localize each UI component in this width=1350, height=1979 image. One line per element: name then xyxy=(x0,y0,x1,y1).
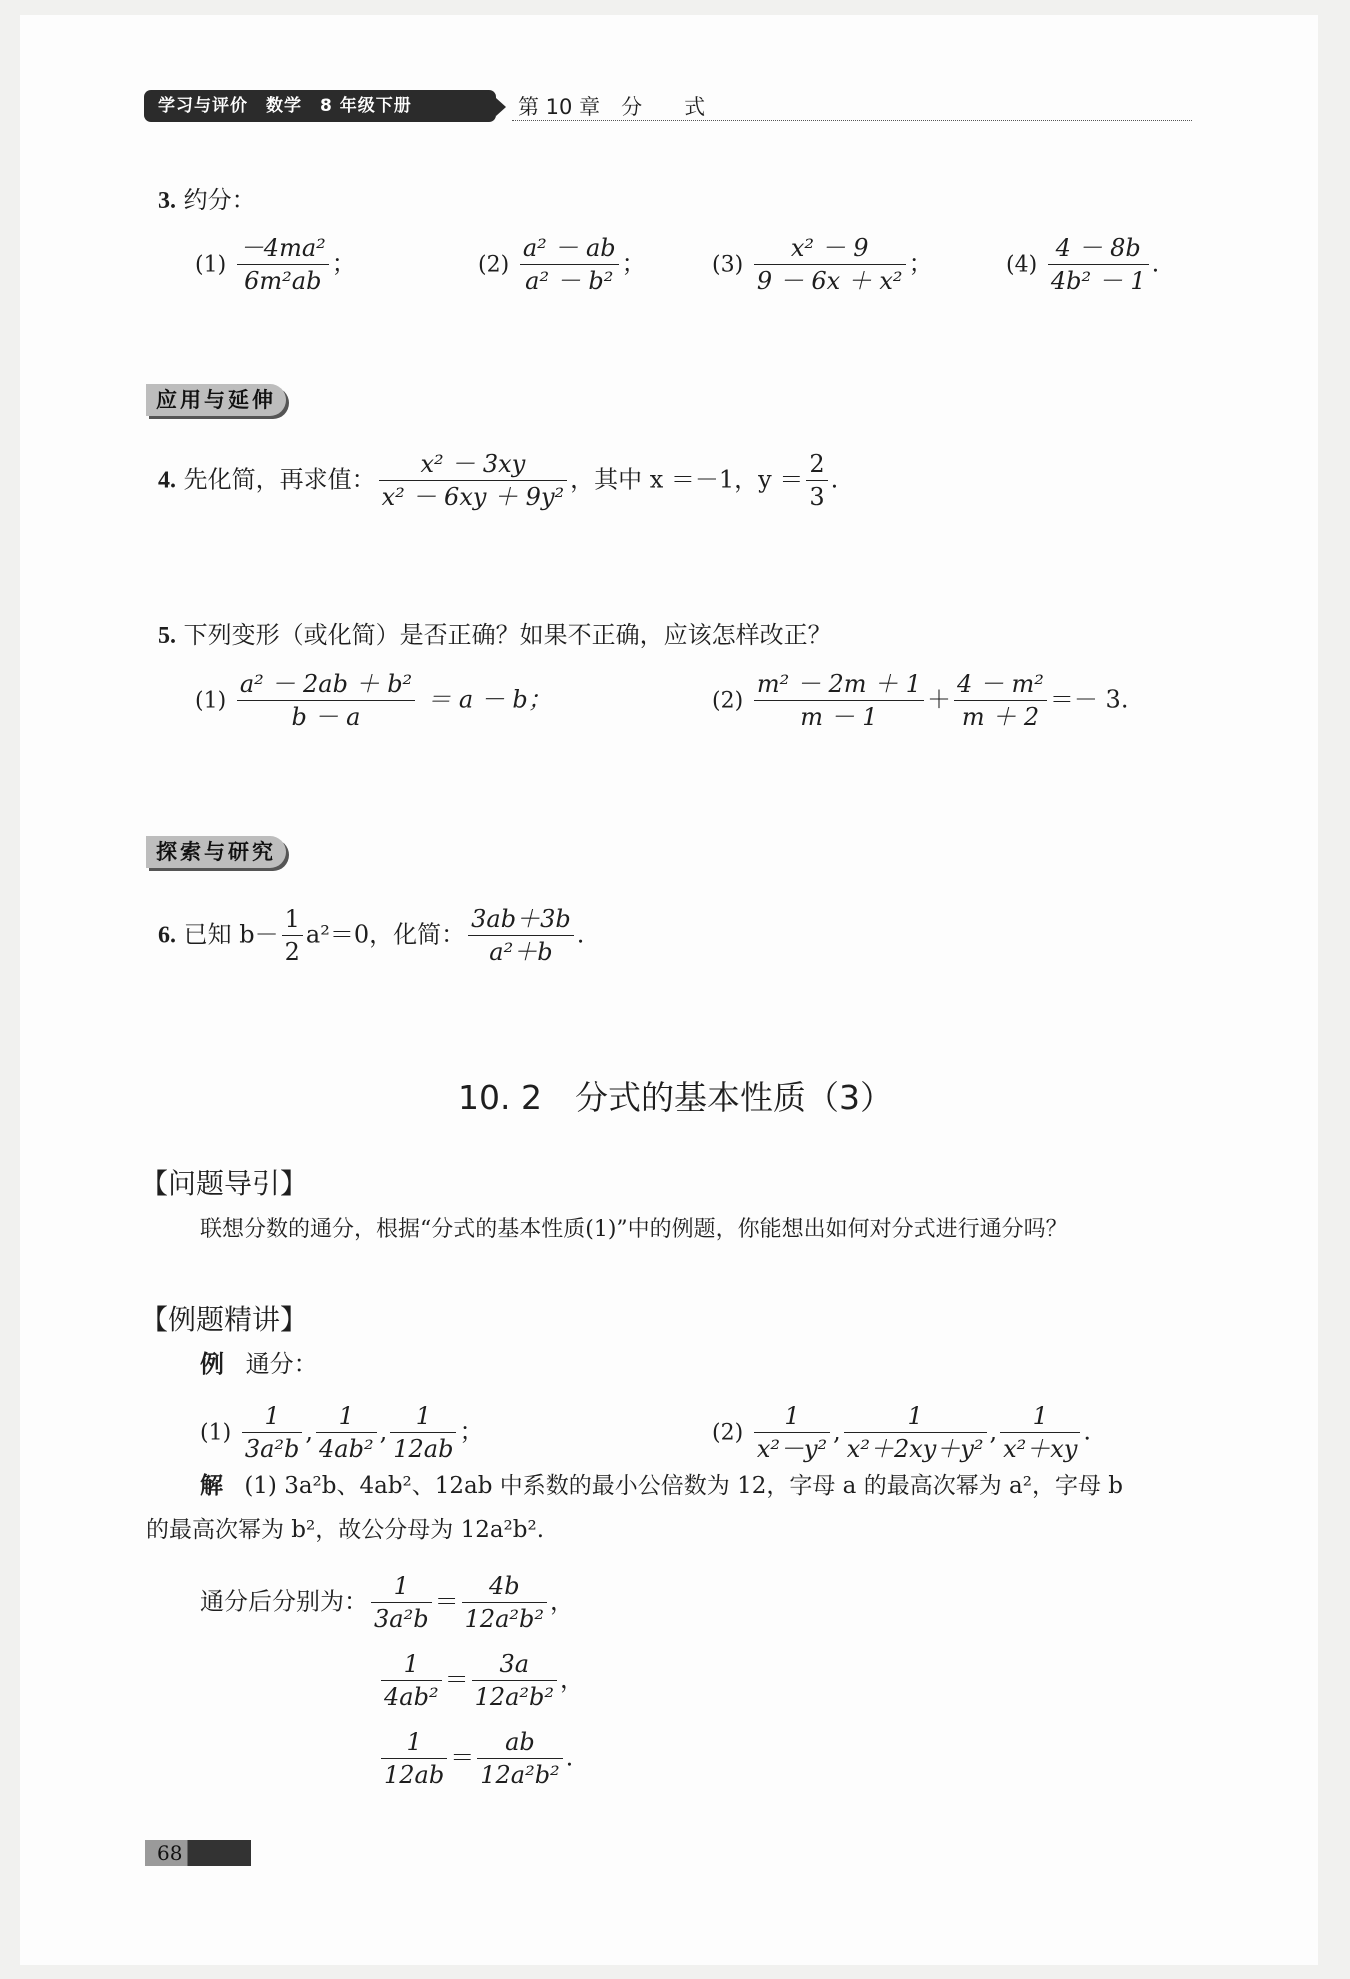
denominator: x²＋xy xyxy=(1000,1432,1080,1465)
denominator: x² － 6xy ＋ 9y² xyxy=(379,480,567,513)
chapter-title: 第 10 章 分 式 xyxy=(518,95,706,119)
denominator: 3a²b xyxy=(371,1602,432,1635)
denominator: x²－y² xyxy=(754,1432,830,1465)
section-badge-exploration: 探索与研究 xyxy=(146,836,286,868)
item-label: (1) xyxy=(195,688,227,714)
punct: ， xyxy=(550,1587,575,1616)
q3-item-1 xyxy=(195,232,356,298)
item-label: (3) xyxy=(712,252,744,278)
solution-row-1: 通分后分别为： $\frac{1}{\text{3a²b}}$ ＝ $\frac{4b}{\text{12a²b²}}$ ， xyxy=(200,1570,574,1636)
fraction xyxy=(844,1400,987,1466)
question-text: 已知 b－ xyxy=(183,920,279,949)
q5-part-1 xyxy=(195,668,552,734)
question-number: 5. xyxy=(158,623,176,649)
numerator: 1 xyxy=(338,1402,354,1430)
fraction xyxy=(954,668,1047,734)
section-badge-application: 应用与延伸 xyxy=(146,384,286,416)
denominator: 12ab xyxy=(381,1758,447,1791)
guide-text: 联想分数的通分，根据“分式的基本性质(1)”中的例题，你能想出如何对分式进行通分吗？ xyxy=(200,1217,1068,1242)
denominator: 2 xyxy=(282,935,303,968)
numerator: x² － 3xy xyxy=(420,450,526,478)
punct: ； xyxy=(621,249,646,278)
numerator: 4b xyxy=(488,1572,520,1600)
numerator: 4 － 8b xyxy=(1055,234,1141,262)
fraction xyxy=(371,1570,432,1636)
fraction xyxy=(472,1648,557,1714)
example-part-1: (1) $\frac{1}{\text{3a²b}}$ , $\frac{1}{\text{4ab²}}$ , $\frac{1}{12ab}$ ； xyxy=(200,1400,483,1466)
fraction xyxy=(316,1400,377,1466)
page-number: 68 xyxy=(145,1840,251,1866)
denominator: a² － b² xyxy=(520,264,619,297)
numerator: 1 xyxy=(907,1402,923,1430)
condition-text: ，其中 x ＝－1，y ＝ xyxy=(570,465,804,494)
numerator: 1 xyxy=(784,1402,800,1430)
punct: . xyxy=(1083,1417,1092,1446)
numerator: 3ab＋3b xyxy=(471,905,571,933)
example-intro xyxy=(200,1344,318,1384)
q3-item-3 xyxy=(712,232,933,298)
solution-lead: 通分后分别为： xyxy=(200,1587,368,1616)
solution-line-2: 的最高次幂为 b²，故公分母为 12a²b². xyxy=(146,1517,545,1543)
page-sheet xyxy=(20,15,1318,1965)
denominator: a²＋b xyxy=(468,935,574,968)
item-label: (1) xyxy=(195,252,227,278)
numerator: 1 xyxy=(393,1572,409,1600)
denominator: 4ab² xyxy=(316,1432,377,1465)
fraction xyxy=(381,1726,447,1792)
denominator: m ＋ 2 xyxy=(954,700,1047,733)
solution-label: 解 xyxy=(200,1472,223,1499)
fraction xyxy=(468,903,574,969)
example-heading: 【例题精讲】 xyxy=(140,1303,309,1336)
numerator: 1 xyxy=(284,905,300,933)
question-5 xyxy=(158,615,832,656)
question-text: 下列变形（或化简）是否正确？如果不正确，应该怎样改正？ xyxy=(183,621,832,649)
punct: ； xyxy=(331,249,356,278)
numerator: m² － 2m ＋ 1 xyxy=(756,670,922,698)
punct: . xyxy=(1151,249,1160,278)
fraction xyxy=(242,1400,303,1466)
guide-heading: 【问题导引】 xyxy=(140,1167,309,1200)
question-number: 4. xyxy=(158,467,176,494)
right-hand-side: ＝－ 3. xyxy=(1049,685,1129,714)
solution-text: (1) 3a²b、4ab²、12ab 中系数的最小公倍数为 12，字母 a 的最高次幂为 a²，字母 b xyxy=(244,1473,1123,1499)
numerator: 1 xyxy=(1032,1402,1048,1430)
fraction xyxy=(390,1400,456,1466)
plus-sign: ＋ xyxy=(927,685,952,714)
right-hand-side: ＝ a － b； xyxy=(427,685,552,714)
punct: . xyxy=(565,1743,574,1772)
numerator: 2 xyxy=(809,450,825,478)
numerator: x² － 9 xyxy=(790,234,869,262)
punct: ； xyxy=(459,1417,484,1446)
punct: ， xyxy=(560,1665,585,1694)
header-arrow xyxy=(496,98,506,116)
denominator: 12a²b² xyxy=(477,1758,562,1791)
question-text: 约分： xyxy=(183,186,256,214)
question-number: 6. xyxy=(158,922,176,949)
item-label: (4) xyxy=(1006,252,1038,278)
header-rule xyxy=(512,120,1192,121)
question-3 xyxy=(158,180,256,221)
item-label: (2) xyxy=(712,1420,744,1446)
numerator: a² － 2ab ＋ b² xyxy=(239,670,413,698)
numerator: ab xyxy=(505,1728,535,1756)
example-label: 例 xyxy=(200,1349,224,1378)
example-task: 通分： xyxy=(245,1350,318,1378)
numerator: 1 xyxy=(264,1402,280,1430)
solution-row-3: $\frac{1}{12ab}$ ＝ $\frac{ab}{\text{12a²b²}}$ . xyxy=(378,1726,573,1792)
fraction xyxy=(754,1400,830,1466)
section-title: 10. 2 分式的基本性质（3） xyxy=(458,1078,893,1117)
denominator: x²＋2xy＋y² xyxy=(844,1432,987,1465)
fraction xyxy=(477,1726,562,1792)
denominator: 3 xyxy=(806,480,827,513)
item-label: (2) xyxy=(712,688,744,714)
solution-line-1 xyxy=(200,1466,1123,1506)
fraction xyxy=(462,1570,547,1636)
punct: . xyxy=(576,920,585,949)
numerator: a² － ab xyxy=(522,234,616,262)
q3-item-2 xyxy=(478,232,646,298)
fraction xyxy=(381,1648,442,1714)
punct: ； xyxy=(908,249,933,278)
question-text: a²＝0，化简： xyxy=(305,920,466,949)
q3-item-4 xyxy=(1006,232,1159,298)
fraction xyxy=(1048,232,1149,298)
denominator: 12a²b² xyxy=(472,1680,557,1713)
fraction xyxy=(806,448,827,514)
denominator: m － 1 xyxy=(754,700,924,733)
denominator: 12a²b² xyxy=(462,1602,547,1635)
book-title-bar: 学习与评价 数学 8 年级下册 xyxy=(144,90,496,122)
item-label: (1) xyxy=(200,1420,232,1446)
example-part-2: (2) $\frac{1}{\text{x²－y²}}$ , $\frac{1}{\text{x²＋2xy＋y²}}$ , $\frac{1}{\text{x²＋xy}}$ . xyxy=(712,1400,1091,1466)
question-text: 先化简，再求值： xyxy=(183,465,376,494)
denominator: 3a²b xyxy=(242,1432,303,1465)
question-number: 3. xyxy=(158,188,176,214)
fraction xyxy=(754,232,906,298)
denominator: 6m²ab xyxy=(237,264,329,297)
fraction xyxy=(237,232,329,298)
fraction xyxy=(379,448,567,514)
fraction xyxy=(237,668,415,734)
denominator: 4b² － 1 xyxy=(1048,264,1149,297)
fraction xyxy=(520,232,619,298)
denominator: 12ab xyxy=(390,1432,456,1465)
q5-part-2 xyxy=(712,668,1128,734)
question-4 xyxy=(158,448,838,514)
numerator: 1 xyxy=(403,1650,419,1678)
fraction xyxy=(1000,1400,1080,1466)
numerator: 3a xyxy=(499,1650,530,1678)
denominator: 4ab² xyxy=(381,1680,442,1713)
punct: . xyxy=(830,465,839,494)
numerator: 1 xyxy=(415,1402,431,1430)
numerator: 4 － m² xyxy=(957,670,1044,698)
numerator: 1 xyxy=(406,1728,422,1756)
question-6 xyxy=(158,903,584,969)
denominator: 9 － 6x ＋ x² xyxy=(754,264,906,297)
solution-row-2: $\frac{1}{\text{4ab²}}$ ＝ $\frac{3a}{\text{12a²b²}}$ ， xyxy=(378,1648,584,1714)
fraction xyxy=(754,668,924,734)
fraction xyxy=(282,903,303,969)
denominator: b － a xyxy=(237,700,415,733)
numerator: －4ma² xyxy=(239,234,326,262)
item-label: (2) xyxy=(478,252,510,278)
